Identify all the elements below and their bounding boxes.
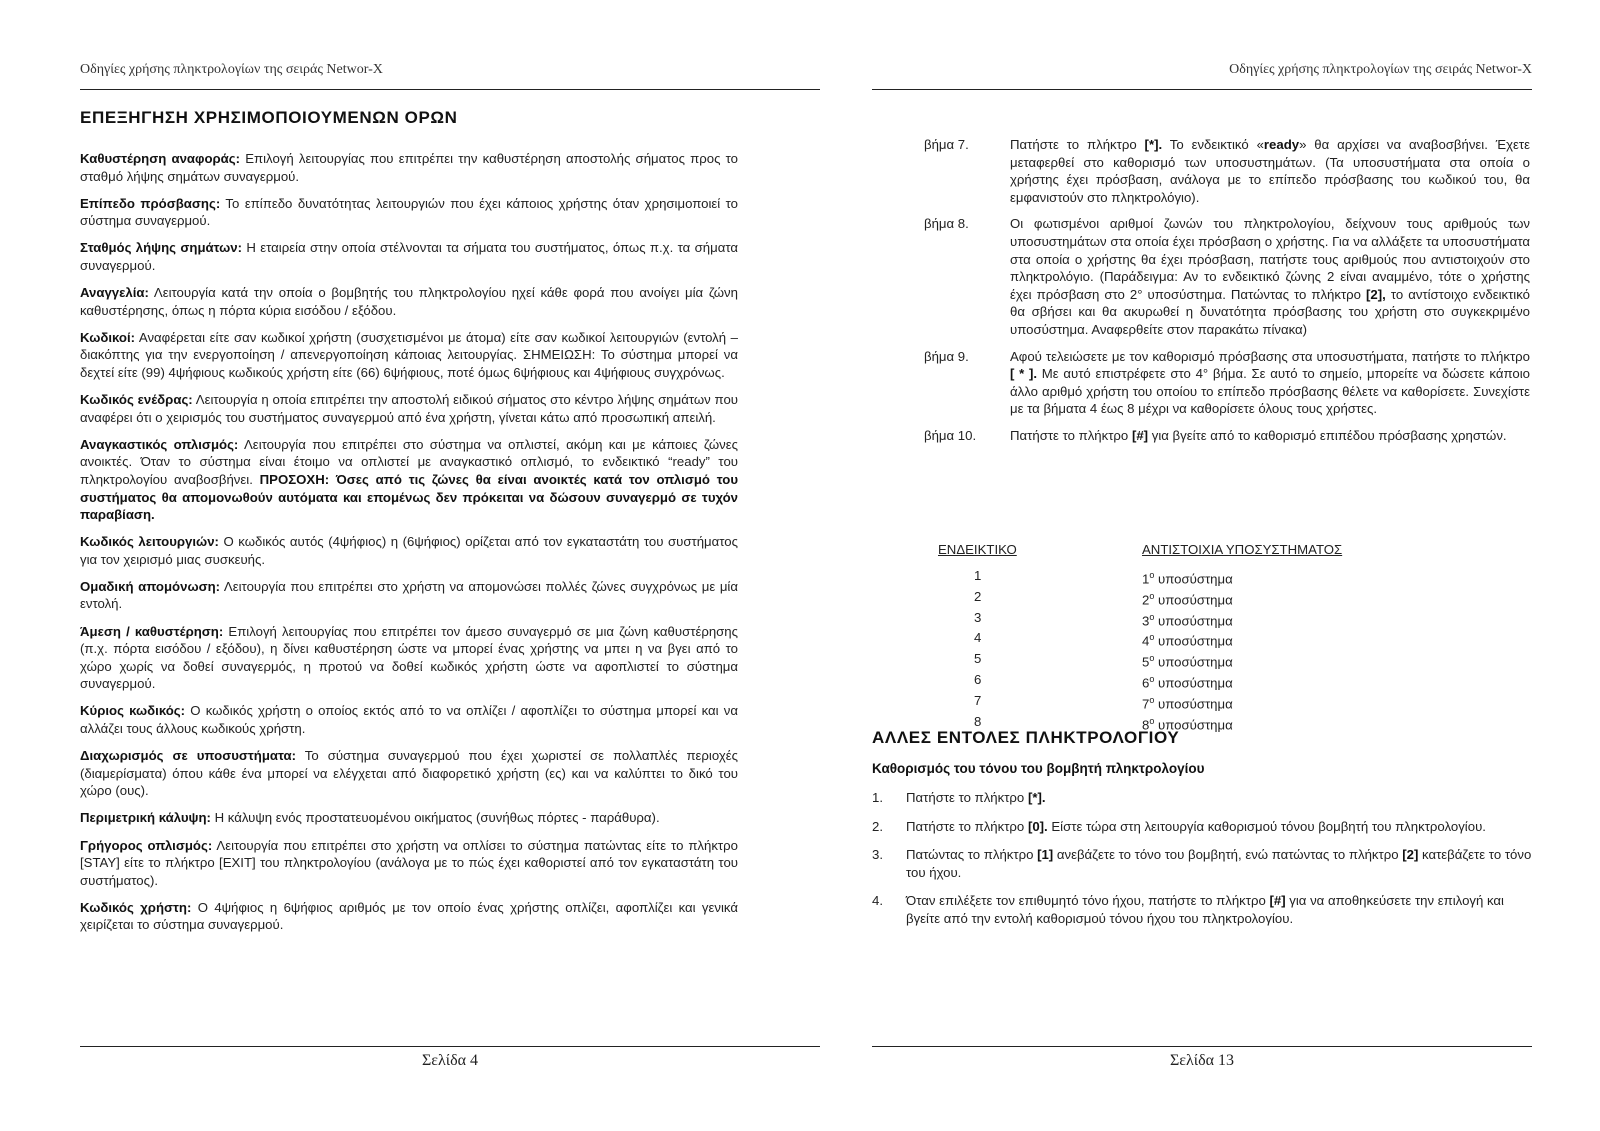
definition-text: Ο 4ψήφιος η 6ψήφιος αριθμός με τον οποίο ένας χρήστης οπλίζει, αφοπλίζει και γενικά χειρίζεται το σύστημα συναγερμού. [80, 899, 738, 933]
right-page-header: Οδηγίες χρήσης πληκτρολογίων της σειράς Networ-X [1229, 62, 1532, 77]
definition-term: Κύριος κωδικός: [80, 703, 186, 719]
right-footer-rule [872, 1046, 1532, 1047]
key-text: [1] [1037, 847, 1054, 863]
partition-suffix: υποσύστημα [1154, 633, 1233, 649]
definition-text: Λειτουργία κατά την οποία ο βομβητής του πληκτρολογίου ηχεί κάθε φορά που ανοίγει μία ζώνη καθυστέρησης, όπως η πόρτα κύρια εισόδου / εξόδου. [80, 285, 738, 318]
definition-item [80, 899, 738, 934]
partition-number: 7 [1142, 696, 1150, 712]
definition-term: Κωδικός ενέδρας: [80, 392, 193, 408]
definition-text: Το επίπεδο δυνατότητας λειτουργιών που έχει κάποιος χρήστης όταν χρησιμοποιεί το σύστημα συναγερμού. [80, 195, 738, 229]
step-label: βήμα 8. [924, 216, 969, 232]
left-header-rule [80, 89, 820, 90]
ordinal-mark: ο [1149, 590, 1155, 601]
commands-list [872, 789, 1532, 939]
indicator-number: 7 [974, 692, 982, 708]
definition-term: Περιμετρική κάλυψη: [80, 810, 211, 826]
instruction-text: κατεβάζετε το τόνο του ήχου. [906, 847, 1532, 880]
definition-text: Αναφέρεται είτε σαν κωδικοί χρήστη (συσχετισμένοι με άτομα) είτε σαν κωδικοί λειτουργιών (εντολή – διακόπτης για την ενεργοποίηση / απενεργοποίηση κάποιας λειτουργίας. ΣΗΜΕΙΩΣΗ: Το σύστημα μπορεί να δεχτεί είτε (99) 4ψήφιους κωδικούς χρήστη είτε (66) 6ψήφιους, ποτέ όμως 6ψήφιους και 4ψήφιους συγχρόνως. [80, 329, 738, 380]
key-text: [*]. [1027, 790, 1046, 805]
definition-item [80, 284, 738, 319]
definition-term: Άμεση / καθυστέρηση: [80, 623, 224, 639]
partition-label [1142, 588, 1233, 609]
partition-label [1142, 692, 1233, 713]
key-text: [0]. [1027, 818, 1048, 834]
definition-term: Κωδικοί: [80, 329, 136, 345]
key-text: [#] [1131, 427, 1149, 443]
definition-term: Καθυστέρηση αναφοράς: [80, 151, 241, 166]
partition-suffix: υποσύστημα [1154, 571, 1233, 587]
definition-item [80, 150, 738, 185]
partition-suffix: υποσύστημα [1154, 675, 1233, 691]
left-footer-rule [80, 1046, 820, 1047]
instruction-text: Με αυτό επιστρέφετε στο 4° βήμα. Σε αυτό το σημείο, μπορείτε να δώσετε κάποιο άλλο αριθμό χρήστη του οποίου το επίπεδο πρόσβασης θέλετε να καθορίσετε. Συνεχίστε με τα βήματα 4 έως 8 μέχρι να καθορίσετε όλους τους χρήστες. [1010, 366, 1530, 417]
instruction-text: για βγείτε από το καθορισμό επιπέδου πρόσβασης χρηστών. [1148, 427, 1507, 443]
definition-term: Γρήγορος οπλισμός: [80, 837, 213, 853]
right-page-footer: Σελίδα 13 [1169, 1052, 1234, 1069]
definition-term: Αναγγελία: [80, 285, 149, 301]
command-item [872, 892, 1532, 927]
instruction-text: Όταν επιλέξετε τον επιθυμητό τόνο ήχου, πατήστε το πλήκτρο [906, 893, 1270, 909]
command-item [872, 846, 1532, 881]
definition-warning: ΠΡΟΣΟΧΗ: Όσες από τις ζώνες θα είναι ανοικτές κατά τον οπλισμό του συστήματος θα απομονωθούν αυτόματα και επομένως δεν πρόκειται να δώσουν συναγερμό σε τυχόν παραβίαση. [80, 471, 738, 523]
definition-term: Αναγκαστικός οπλισμός: [80, 436, 239, 452]
table-header [938, 542, 1458, 557]
partition-label [1142, 671, 1233, 692]
step-text [1010, 427, 1530, 445]
step-item [924, 427, 1530, 445]
definition-item [80, 578, 738, 613]
definition-item [80, 239, 738, 274]
table-row [938, 671, 1458, 692]
partition-number: 5 [1142, 654, 1150, 670]
definition-item [80, 809, 738, 827]
step-label: βήμα 10. [924, 427, 977, 443]
instruction-text: Πατήστε το πλήκτρο [1010, 427, 1132, 443]
definition-text: Η εταιρεία στην οποία στέλνονται τα σήματα του συστήματος, όπως π.χ. τα σήματα συναγερμού. [80, 240, 738, 273]
indicator-number: 5 [974, 651, 982, 667]
partition-suffix: υποσύστημα [1154, 716, 1233, 732]
instruction-text: ανεβάζετε το τόνο του βομβητή, ενώ πατώντας το πλήκτρο [1053, 847, 1403, 863]
partition-suffix: υποσύστημα [1154, 696, 1233, 712]
indicator-number: 4 [974, 630, 982, 646]
partition-label [1142, 629, 1233, 650]
definition-item [80, 837, 738, 890]
command-text [906, 789, 1532, 807]
command-text [906, 892, 1532, 927]
partition-number: 1 [1142, 571, 1150, 587]
right-header-rule [872, 89, 1532, 90]
step-label: βήμα 7. [924, 137, 969, 152]
definition-text: Επιλογή λειτουργίας που επιτρέπει την καθυστέρηση αποστολής σήματος προς το σταθμό λήψης σημάτων συναγερμού. [80, 151, 738, 184]
command-number: 3. [872, 847, 883, 863]
ordinal-mark: ο [1149, 653, 1155, 664]
instruction-text: Το ενδεικτικό « [1162, 137, 1264, 152]
definition-item [80, 702, 738, 737]
definition-text: Λειτουργία η οποία επιτρέπει την αποστολή ειδικού σήματος στο κέντρο λήψης σημάτων που αναφέρει ότι ο χειρισμός του συστήματος συναγερμού από ένα χρήστη, γίνεται κάτω από προσωπική απειλή. [80, 392, 739, 425]
key-text: [2], [1366, 286, 1386, 302]
right-section-title: ΑΛΛΕΣ ΕΝΤΟΛΕΣ ΠΛΗΚΤΡΟΛΟΓΙΟΥ [872, 728, 1180, 747]
instruction-text: για να αποθηκεύσετε την επιλογή και βγείτε από την εντολή καθορισμού τόνου ήχου του πληκτρολογίου. [906, 893, 1504, 926]
definition-term: Επίπεδο πρόσβασης: [80, 195, 221, 211]
left-page-header: Οδηγίες χρήσης πληκτρολογίων της σειράς Networ-X [80, 62, 383, 77]
table-row [938, 588, 1458, 609]
definition-text: Το σύστημα συναγερμού που έχει χωριστεί σε πολλαπλές περιοχές (διαμερίσματα) όπου κάθε ένα μπορεί να ελέγχεται από διαφορετικό χρήστη (ες) και να καλύπτει το δικό του χώρο (ους). [80, 748, 738, 799]
definition-term: Κωδικός χρήστη: [80, 899, 192, 915]
partition-number: 8 [1142, 716, 1150, 732]
right-page [872, 0, 1532, 1131]
table-header-indicator: ΕΝΔΕΙΚΤΙΚΟ [938, 542, 1017, 557]
instruction-text: Οι φωτισμένοι αριθμοί ζωνών του πληκτρολογίου, δείχνουν τους αριθμούς των υποσυστημάτων στα οποία έχει πρόσβαση ο χρήστης. Για να αλλάξετε τα υποσυστήματα στα οποία ο χρήστης θα έχει πρόσβαση, πατήστε τους αριθμούς που αντιστοιχούν στο πληκτρολόγιο. (Παράδειγμα: Αν το ενδεικτικό ζώνης 2 είναι αναμμένο, τότε ο χρήστης έχει πρόσβαση στο 2° υποσύστημα. Πατώντας το πλήκτρο [1010, 216, 1530, 302]
definition-text: Λειτουργία που επιτρέπει στο χρήστη να απομονώσει πολλές ζώνες συγχρόνως με μία εντολή. [80, 578, 738, 612]
step-item [924, 136, 1530, 206]
partition-number: 6 [1142, 675, 1150, 691]
instruction-text: Πατώντας το πλήκτρο [906, 847, 1038, 863]
definition-text: Ο κωδικός χρήστη ο οποίος εκτός από το να οπλίζει / αφοπλίζει το σύστημα μπορεί και να αλλάζει τους άλλους κωδικούς χρήστη. [80, 703, 738, 737]
left-page-footer: Σελίδα 4 [421, 1052, 478, 1069]
instruction-text: το αντίστοιχο ενδεικτικό θα σβήσει και θα ακυρωθεί η δυνατότητα πρόσβασης του χρήστη στο συγκεκριμένο υποσύστημα. Αναφερθείτε στον παρακάτω πίνακα) [1010, 286, 1531, 337]
instruction-text: Αφού τελειώσετε με τον καθορισμό πρόσβασης στα υποσυστήματα, πατήστε το πλήκτρο [1010, 348, 1530, 364]
command-item [872, 818, 1532, 836]
definition-text: Ο κωδικός αυτός (4ψήφιος) η (6ψήφιος) ορίζεται από τον εγκαταστάτη του συστήματος για τον χειρισμό μιας συσκευής. [80, 534, 738, 567]
table-row [938, 629, 1458, 650]
definition-text: Λειτουργία που επιτρέπει στο σύστημα να οπλιστεί, ακόμη και με κάποιες ζώνες ανοικτές. Όταν το σύστημα είναι έτοιμο να οπλιστεί με αναγκαστικό οπλισμό, το ενδεικτικό “ready” του πληκτρολογίου αναβοσβήνει. [80, 436, 738, 487]
indicator-number: 1 [974, 568, 982, 583]
instruction-text: Πατήστε το πλήκτρο [1010, 137, 1145, 152]
definition-term: Διαχωρισμός σε υποσυστήματα: [80, 748, 297, 764]
partition-suffix: υποσύστημα [1154, 612, 1233, 628]
partition-label [1142, 609, 1233, 630]
definitions-list [80, 150, 738, 943]
step-item [924, 215, 1530, 338]
partition-table [938, 542, 1458, 733]
table-row [938, 609, 1458, 630]
key-text: [*]. [1144, 137, 1163, 152]
ordinal-mark: ο [1149, 632, 1155, 643]
partition-number: 4 [1142, 633, 1150, 649]
ordinal-mark: ο [1149, 570, 1155, 580]
key-text: [#] [1269, 893, 1286, 909]
partition-suffix: υποσύστημα [1154, 654, 1233, 670]
indicator-number: 2 [974, 588, 982, 604]
definition-item [80, 329, 738, 382]
indicator-number: 3 [974, 609, 982, 625]
command-text [906, 818, 1532, 836]
table-row [938, 692, 1458, 713]
indicator-number: 6 [974, 671, 982, 687]
table-row [938, 650, 1458, 671]
instruction-text: Πατήστε το πλήκτρο [906, 790, 1028, 805]
steps-list [924, 136, 1530, 454]
instruction-text: Πατήστε το πλήκτρο [906, 818, 1028, 834]
key-text: [2] [1402, 847, 1419, 863]
ordinal-mark: ο [1149, 673, 1155, 684]
ordinal-mark: ο [1149, 694, 1155, 705]
step-text [1010, 348, 1530, 418]
partition-label [1142, 650, 1233, 671]
step-text [1010, 215, 1530, 338]
step-item [924, 348, 1530, 418]
key-text: [ * ]. [1010, 366, 1038, 382]
table-body [938, 567, 1458, 733]
definition-term: Σταθμός λήψης σημάτων: [80, 240, 243, 256]
command-number: 1. [872, 790, 883, 805]
command-number: 2. [872, 818, 883, 834]
instruction-text: » θα αρχίσει να αναβοσβήνει. Έχετε μεταφερθεί στο καθορισμό των υποσυστημάτων. (Τα υποσυστήματα στα οποία ο χρήστης έχει πρόσβαση, ανάλογα με το επίπεδο πρόσβασης του κωδικού του, θα εμφανιστούν στο πληκτρολόγιο). [1010, 137, 1530, 205]
buzzer-tone-subheading: Καθορισμός του τόνου του βομβητή πληκτρολογίου [872, 761, 1205, 776]
step-text [1010, 136, 1530, 206]
left-page [80, 0, 820, 1131]
definition-item [80, 533, 738, 568]
table-row [938, 567, 1458, 588]
table-header-partition: ΑΝΤΙΣΤΟΙΧΙΑ ΥΠΟΣΥΣΤΗΜΑΤΟΣ [1142, 542, 1343, 557]
partition-number: 3 [1142, 612, 1150, 628]
definition-term: Κωδικός λειτουργιών: [80, 534, 219, 550]
ordinal-mark: ο [1149, 611, 1155, 622]
command-number: 4. [872, 893, 883, 909]
command-text [906, 846, 1532, 881]
step-label: βήμα 9. [924, 348, 969, 364]
partition-suffix: υποσύστημα [1154, 592, 1233, 608]
definition-item [80, 436, 738, 524]
left-section-title: ΕΠΕΞΗΓΗΣΗ ΧΡΗΣΙΜΟΠΟΙΟΥΜΕΝΩΝ ΟΡΩΝ [80, 108, 458, 127]
key-text: ready [1263, 137, 1300, 152]
indicator-number: 8 [974, 713, 982, 729]
definition-term: Ομαδική απομόνωση: [80, 578, 221, 594]
command-item [872, 789, 1532, 807]
partition-label [1142, 567, 1233, 588]
partition-number: 2 [1142, 592, 1150, 608]
definition-text: Η κάλυψη ενός προστατευομένου οικήματος (συνήθως πόρτες - παράθυρα). [210, 810, 660, 826]
definition-item [80, 747, 738, 800]
definition-item [80, 623, 738, 693]
definition-item [80, 391, 738, 426]
definition-item [80, 195, 738, 230]
definition-text: Λειτουργία που επιτρέπει στο χρήστη να οπλίσει το σύστημα πατώντας είτε το πλήκτρο [STAY] είτε το πλήκτρο [EXIT] του πληκτρολογίου (ανάλογα με το πώς έχει καθοριστεί από τον εγκαταστάτη του συστήματος). [80, 837, 738, 888]
ordinal-mark: ο [1149, 715, 1155, 726]
definition-text: Επιλογή λειτουργίας που επιτρέπει τον άμεσο συναγερμό σε μια ζώνη καθυστέρησης (π.χ. πόρτα εισόδου / εξόδου), η δίνει καθυστέρηση ώστε να μπορεί ένας χρήστης να μπει η να βγει από το χώρο χωρίς να δοθεί συναγερμός, η προτού να δοθεί κωδικός χρήστη ώστε να αφοπλιστεί το σύστημα συναγερμού. [80, 623, 738, 692]
instruction-text: Είστε τώρα στη λειτουργία καθορισμού τόνου βομβητή του πληκτρολογίου. [1047, 818, 1486, 834]
